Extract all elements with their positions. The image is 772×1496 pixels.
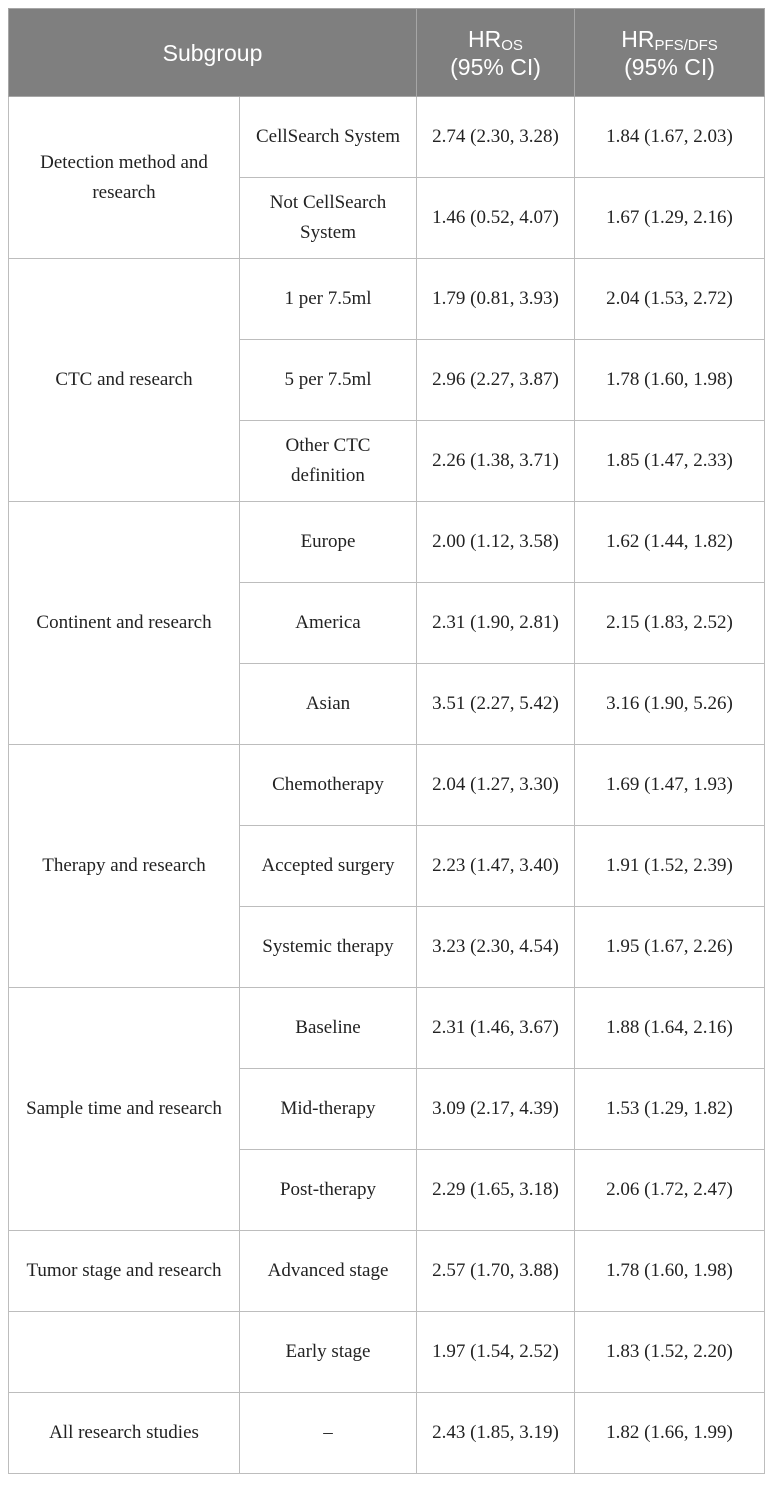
hr-pfs-cell: 1.91 (1.52, 2.39)	[575, 826, 765, 907]
group-label: Tumor stage and research	[9, 1231, 240, 1312]
subgroup-cell: Asian	[240, 664, 417, 745]
subgroup-cell: America	[240, 583, 417, 664]
subgroup-header: Subgroup	[9, 9, 417, 97]
subgroup-cell: CellSearch System	[240, 97, 417, 178]
subgroup-cell: Early stage	[240, 1312, 417, 1393]
hr-pfs-sub: PFS/DFS	[654, 36, 718, 54]
hr-os-cell: 2.57 (1.70, 3.88)	[417, 1231, 575, 1312]
hr-os-cell: 2.26 (1.38, 3.71)	[417, 421, 575, 502]
subgroup-cell: Other CTC definition	[240, 421, 417, 502]
hr-pfs-cell: 1.53 (1.29, 1.82)	[575, 1069, 765, 1150]
hr-os-cell: 2.00 (1.12, 3.58)	[417, 502, 575, 583]
group-label: All research studies	[9, 1393, 240, 1474]
hr-pfs-cell: 1.85 (1.47, 2.33)	[575, 421, 765, 502]
table-row	[9, 502, 765, 583]
subgroup-cell: 5 per 7.5ml	[240, 340, 417, 421]
hr-os-cell: 2.31 (1.46, 3.67)	[417, 988, 575, 1069]
table-row	[9, 97, 765, 178]
hr-pfs-cell: 2.06 (1.72, 2.47)	[575, 1150, 765, 1231]
subgroup-cell: Baseline	[240, 988, 417, 1069]
hr-os-cell: 2.04 (1.27, 3.30)	[417, 745, 575, 826]
subgroup-cell: Systemic therapy	[240, 907, 417, 988]
group-label: Therapy and research	[9, 745, 240, 988]
hr-os-cell: 2.96 (2.27, 3.87)	[417, 340, 575, 421]
hr-pfs-cell: 1.62 (1.44, 1.82)	[575, 502, 765, 583]
table-row	[9, 259, 765, 340]
hr-os-cell: 2.74 (2.30, 3.28)	[417, 97, 575, 178]
subgroup-cell: Chemotherapy	[240, 745, 417, 826]
hr-os-cell: 1.46 (0.52, 4.07)	[417, 178, 575, 259]
hr-os-header	[417, 9, 575, 97]
subgroup-cell: Accepted surgery	[240, 826, 417, 907]
subgroup-cell: Mid-therapy	[240, 1069, 417, 1150]
hr-pfs-cell: 1.88 (1.64, 2.16)	[575, 988, 765, 1069]
hr-os-ci: (95% CI)	[450, 53, 541, 80]
group-label: Sample time and research	[9, 988, 240, 1231]
hr-pfs-cell: 1.95 (1.67, 2.26)	[575, 907, 765, 988]
hr-pfs-cell: 1.78 (1.60, 1.98)	[575, 340, 765, 421]
subgroup-hazard-ratio-table	[8, 8, 765, 1474]
hr-os-cell: 2.43 (1.85, 3.19)	[417, 1393, 575, 1474]
hr-os-cell: 2.23 (1.47, 3.40)	[417, 826, 575, 907]
header-row	[9, 9, 765, 97]
subgroup-cell: Europe	[240, 502, 417, 583]
hr-os-cell: 3.09 (2.17, 4.39)	[417, 1069, 575, 1150]
hr-pfs-main: HR	[621, 25, 655, 52]
hr-os-main: HR	[468, 25, 502, 52]
hr-os-cell: 2.29 (1.65, 3.18)	[417, 1150, 575, 1231]
subgroup-cell: Advanced stage	[240, 1231, 417, 1312]
hr-pfs-cell: 1.69 (1.47, 1.93)	[575, 745, 765, 826]
table-row	[9, 1312, 765, 1393]
table-row	[9, 745, 765, 826]
hr-pfs-cell: 2.04 (1.53, 2.72)	[575, 259, 765, 340]
hr-pfs-cell: 1.83 (1.52, 2.20)	[575, 1312, 765, 1393]
table-header	[9, 9, 765, 97]
subgroup-cell: 1 per 7.5ml	[240, 259, 417, 340]
hr-os-cell: 1.97 (1.54, 2.52)	[417, 1312, 575, 1393]
hr-pfs-cell: 1.78 (1.60, 1.98)	[575, 1231, 765, 1312]
hr-pfs-cell: 3.16 (1.90, 5.26)	[575, 664, 765, 745]
hr-os-cell: 2.31 (1.90, 2.81)	[417, 583, 575, 664]
hr-pfs-cell: 1.84 (1.67, 2.03)	[575, 97, 765, 178]
hr-pfs-cell: 1.82 (1.66, 1.99)	[575, 1393, 765, 1474]
subgroup-cell: Not CellSearch System	[240, 178, 417, 259]
group-label	[9, 1312, 240, 1393]
table-row	[9, 1231, 765, 1312]
hr-pfs-ci: (95% CI)	[624, 53, 715, 80]
table-row	[9, 988, 765, 1069]
subgroup-cell: –	[240, 1393, 417, 1474]
hr-os-sub: OS	[501, 36, 523, 54]
hr-pfs-cell: 2.15 (1.83, 2.52)	[575, 583, 765, 664]
group-label: Continent and research	[9, 502, 240, 745]
hr-pfs-cell: 1.67 (1.29, 2.16)	[575, 178, 765, 259]
group-label: CTC and research	[9, 259, 240, 502]
hr-pfs-header	[575, 9, 765, 97]
hr-os-cell: 3.51 (2.27, 5.42)	[417, 664, 575, 745]
table-body	[9, 97, 765, 1474]
hr-os-cell: 1.79 (0.81, 3.93)	[417, 259, 575, 340]
subgroup-cell: Post-therapy	[240, 1150, 417, 1231]
table-row	[9, 1393, 765, 1474]
hr-os-cell: 3.23 (2.30, 4.54)	[417, 907, 575, 988]
group-label: Detection method and research	[9, 97, 240, 259]
